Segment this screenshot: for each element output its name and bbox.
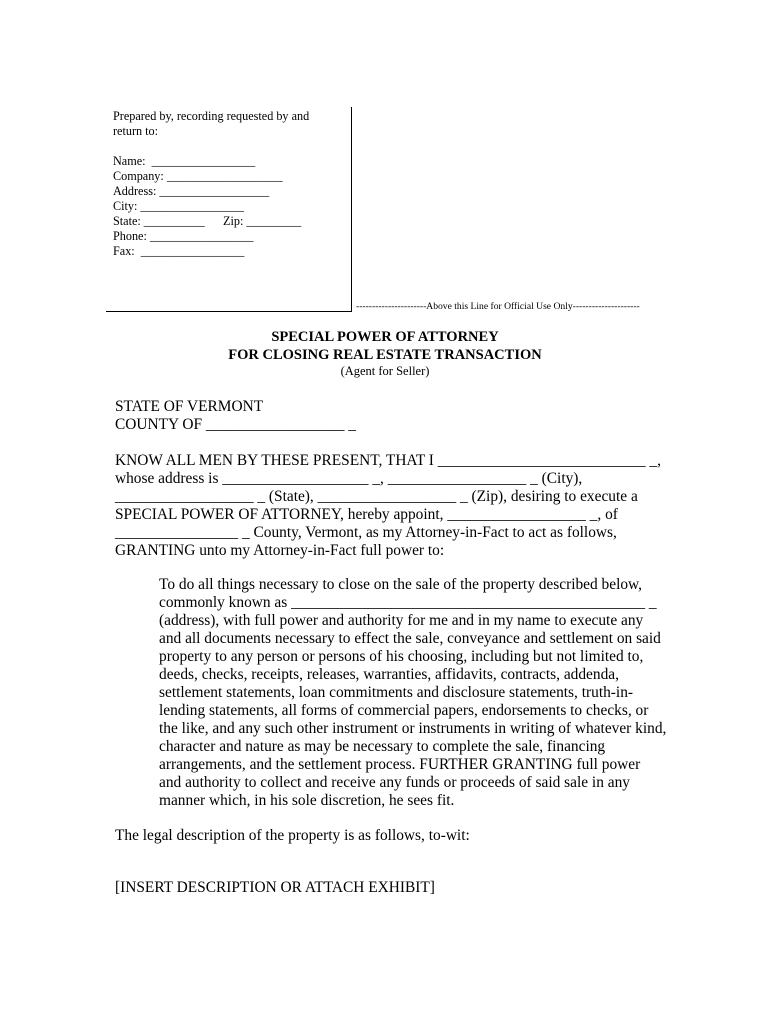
venue-state: STATE OF VERMONT	[115, 398, 264, 415]
powers-line: character and nature as may be necessary to complete the sale, financing	[159, 738, 606, 755]
powers-line: lending statements, all forms of commercial papers, endorsements to checks, or	[159, 702, 649, 719]
know-line: whose address is ___________________ _, __________________ _ (City),	[115, 470, 583, 487]
fax-field: Fax: _________________	[113, 244, 245, 258]
name-field: Name: _________________	[113, 154, 256, 168]
know-line: ________________ _ County, Vermont, as my Attorney-in-Fact to act as follows,	[115, 524, 617, 541]
document-subtitle: FOR CLOSING REAL ESTATE TRANSACTION	[228, 347, 542, 363]
powers-line: property to any person or persons of his choosing, including but not limited to,	[159, 648, 644, 665]
recording-header-line1: Prepared by, recording requested by and	[113, 109, 310, 123]
know-paragraph	[115, 452, 675, 560]
document-title: SPECIAL POWER OF ATTORNEY	[271, 329, 499, 345]
powers-line: deeds, checks, receipts, releases, warranties, affidavits, contracts, addenda,	[159, 666, 619, 683]
venue-block	[115, 398, 675, 434]
recording-box-divider	[106, 311, 352, 312]
powers-line: and all documents necessary to effect the sale, conveyance and settlement on said	[159, 630, 661, 647]
legal-description-text: The legal description of the property is as follows, to-wit:	[115, 827, 470, 844]
powers-line: commonly known as ______________________________________________ _	[159, 594, 657, 611]
recording-header-line2: return to:	[113, 124, 159, 138]
insert-description-placeholder: [INSERT DESCRIPTION OR ATTACH EXHIBIT]	[115, 879, 435, 896]
venue-county: COUNTY OF __________________ _	[115, 416, 356, 433]
powers-line: To do all things necessary to close on the sale of the property described below,	[159, 576, 643, 593]
phone-field: Phone: _________________	[113, 229, 254, 243]
powers-paragraph	[159, 576, 679, 810]
know-line: KNOW ALL MEN BY THESE PRESENT, THAT I ___________________________ _,	[115, 452, 661, 469]
know-line: SPECIAL POWER OF ATTORNEY, hereby appoint, __________________ _, of	[115, 506, 618, 523]
official-use-line: ----------------------Above this Line for Official Use Only---------------------	[356, 301, 640, 312]
powers-line: the like, and any such other instrument or instruments in writing of whatever kind,	[159, 720, 667, 737]
know-line: GRANTING unto my Attorney-in-Fact full power to:	[115, 542, 445, 559]
address-field: Address: __________________	[113, 184, 270, 198]
company-field: Company: ___________________	[113, 169, 283, 183]
know-line: __________________ _ (State), __________________ _ (Zip), desiring to execute a	[115, 488, 638, 505]
powers-line: manner which, in his sole discretion, he sees fit.	[159, 792, 455, 809]
document-agent-note: (Agent for Seller)	[340, 364, 430, 378]
powers-line: arrangements, and the settlement process. FURTHER GRANTING full power	[159, 756, 641, 773]
powers-line: settlement statements, loan commitments and disclosure statements, truth-in-	[159, 684, 634, 701]
powers-line: (address), with full power and authority for me and in my name to execute any	[159, 612, 644, 629]
recording-info-box	[108, 107, 352, 312]
state-zip-field: State: __________ Zip: _________	[113, 214, 302, 228]
powers-line: and authority to collect and receive any funds or proceeds of said sale in any	[159, 774, 630, 791]
city-field: City: _________________	[113, 199, 245, 213]
